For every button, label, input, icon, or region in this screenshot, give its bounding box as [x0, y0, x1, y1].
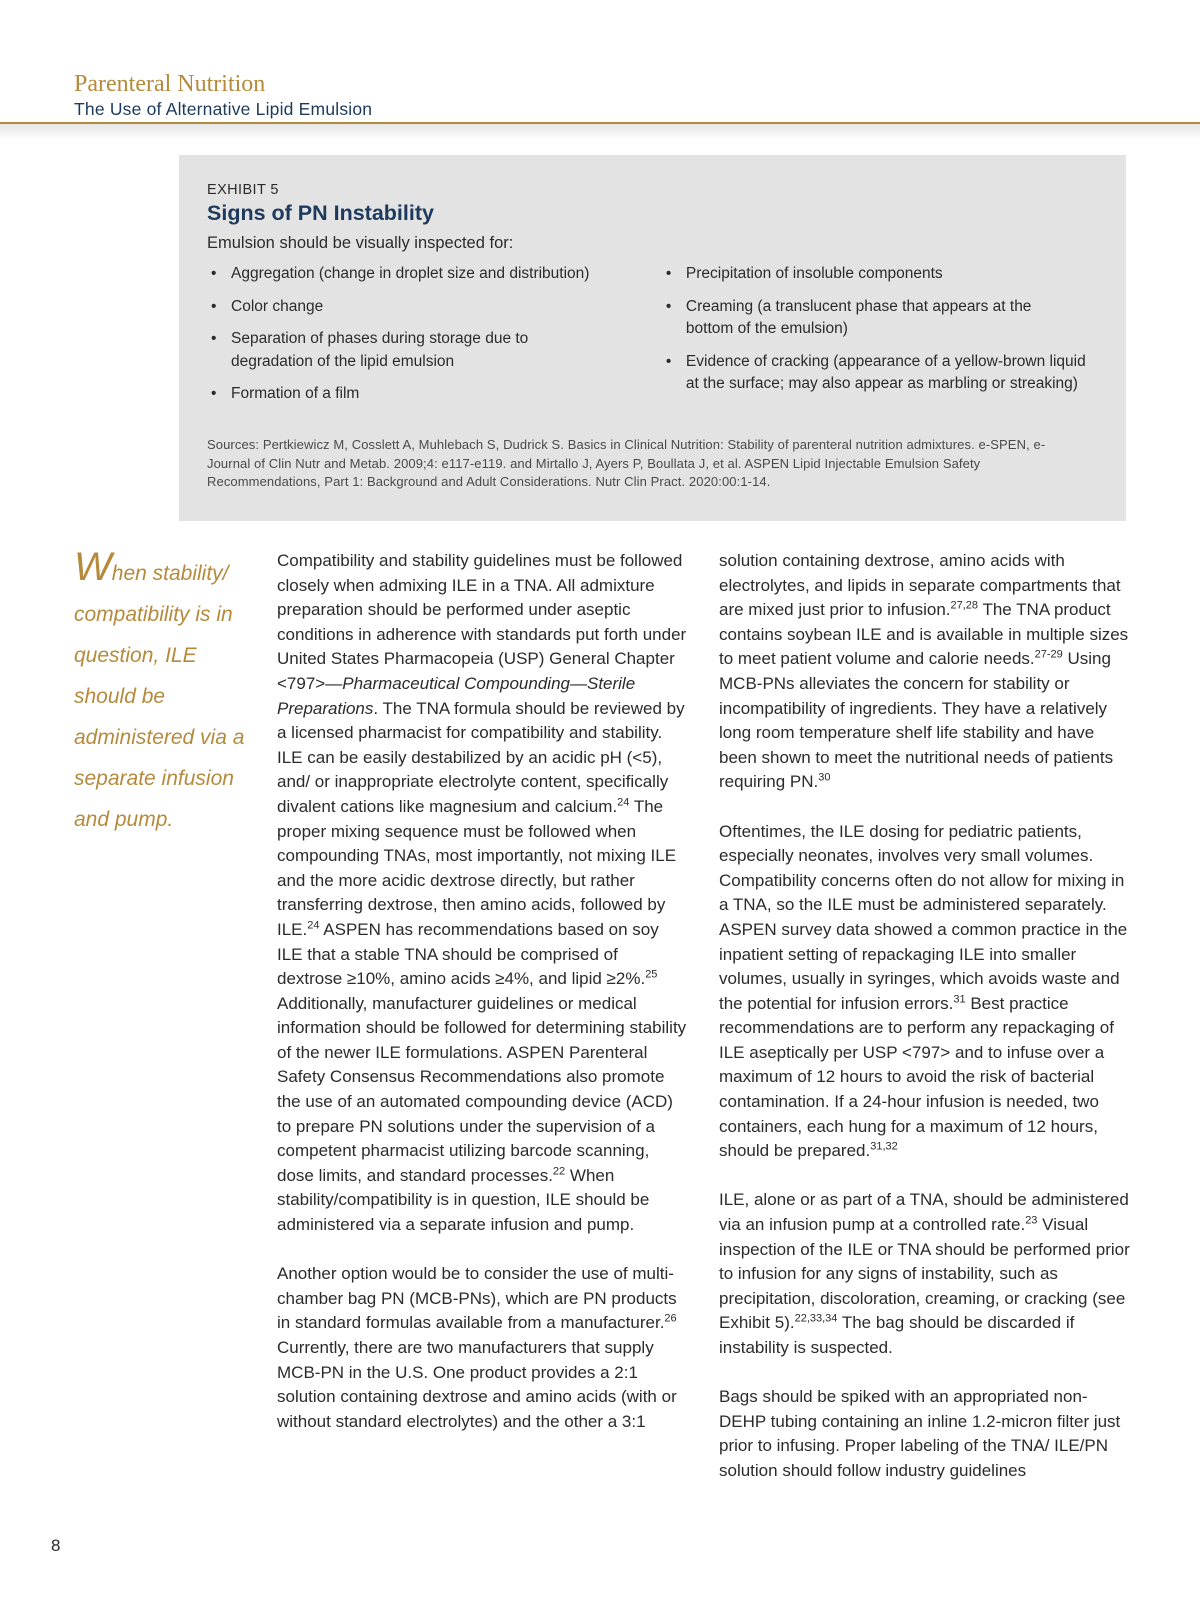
header-title: Parenteral Nutrition — [74, 71, 266, 97]
text-run: The proper mixing sequence must be followed when compounding TNAs, most importantly, not mixing ILE and the more acidic dextrose directly, but rather transferring dextrose, then amino acids, followed by ILE. — [277, 796, 677, 939]
text-run: Compatibility and stability guidelines must be followed closely when admixing ILE in a TNA. All admixture preparation should be performed under aseptic conditions in adherence with standards put forth under United States Pharmacopeia (USP) General Chapter <797>— — [277, 551, 687, 693]
text-run: . The TNA formula should be reviewed by a licensed pharmacist for compatibility and stability. ILE can be easily destabilized by an acidic pH (<5), and/ or inappropriate electrolyte content, specifically divalent cations like magnesium and calcium. — [277, 698, 685, 816]
text-run: Oftentimes, the ILE dosing for pediatric patients, especially neonates, involves very small volumes. Compatibility concerns often do not allow for mixing in a TNA, so the ILE must be administered separately. ASPEN survey data showed a common practice in the inpatient setting of repackaging ILE into smaller volumes, usually in syringes, which avoids waste and the potential for infusion errors. — [719, 821, 1128, 1013]
list-item: • Color change — [207, 296, 662, 319]
exhibit-list-left — [207, 263, 662, 416]
text-run: solution containing dextrose, amino acids with electrolytes, and lipids in separate compartments that are mixed just prior to infusion. — [719, 551, 1121, 620]
text-run: Additionally, manufacturer guidelines or medical information should be followed for determining stability of the newer ILE formulations. ASPEN Parenteral Safety Consensus Recommendations also promote the use of an automated compounding device (ACD) to prepare PN solutions under the supervision of a competent pharmacist utilizing barcode scanning, dose limits, and standard processes. — [277, 993, 687, 1185]
citation: 31,32 — [870, 1140, 898, 1153]
body-column-1 — [277, 549, 687, 1434]
citation: 22 — [552, 1165, 566, 1178]
body-column-2 — [719, 549, 1131, 1484]
list-item: • Evidence of cracking (appearance of a yellow-brown liquid at the surface; may also appear as marbling or streaking) — [662, 351, 1098, 396]
text-run: Best practice recommendations are to perform any repackaging of ILE aseptically per USP <797> and to infuse over a maximum of 12 hours to avoid the risk of bacterial contamination. If a 24-hour infusion is needed, two containers, each hung for a maximum of 12 hours, should be prepared. — [719, 993, 1114, 1161]
exhibit-columns — [207, 263, 1098, 416]
text-run: When stability/compatibility is in question, ILE should be administered via a separate infusion and pump. — [277, 1165, 650, 1235]
citation: 27-29 — [1034, 648, 1063, 661]
text-run: Visual inspection of the ILE or TNA should be performed prior to infusion for any signs of instability, such as precipitation, discoloration, creaming, or cracking (see Exhibit 5). — [719, 1215, 1130, 1333]
pull-quote-text: hen stability/ compatibility is in question, ILE should be administered via a separate infusion and pump. — [74, 562, 245, 831]
text-run-italic: Pharmaceutical Compounding—Sterile Preparations — [277, 673, 636, 718]
citation: 24 — [307, 919, 320, 932]
exhibit-label: EXHIBIT 5 — [207, 182, 279, 198]
exhibit-intro: Emulsion should be visually inspected for: — [207, 234, 514, 252]
list-item: • Separation of phases during storage due to degradation of the lipid emulsion — [207, 328, 662, 373]
pull-quote-initial: W — [74, 545, 112, 589]
pull-quote — [74, 545, 264, 840]
text-run: The TNA product contains soybean ILE and is available in multiple sizes to meet patient volume and calorie needs. — [719, 600, 1129, 669]
list-item: • Precipitation of insoluble components — [662, 263, 1098, 286]
citation: 27,28 — [950, 599, 979, 612]
citation: 30 — [818, 771, 831, 784]
exhibit-sources: Sources: Pertkiewicz M, Cosslett A, Muhlebach S, Dudrick S. Basics in Clinical Nutrition: Stability of parenteral nutrition admixtures. e-SPEN, e-Journal of Clin Nutr and Metab. 2009;4: e117-e119. and Mirtallo J, Ayers P, Boullata J, et al. ASPEN Lipid Injectable Emulsion Safety Recommendations, Part 1: Background and Adult Considerations. Nutr Clin Pract. 2020:00:1-14. — [207, 437, 1046, 489]
paragraph — [719, 1188, 1131, 1360]
text-run: Currently, there are two manufacturers that supply MCB-PN in the U.S. One product provides a 2:1 solution containing dextrose and amino acids (with or without standard electrolytes) and the other a 3:1 — [277, 1338, 677, 1431]
citation: 31 — [953, 993, 966, 1006]
exhibit-title: Signs of PN Instability — [207, 201, 434, 225]
page-number: 8 — [51, 1536, 61, 1555]
citation: 24 — [617, 796, 630, 809]
list-item: • Creaming (a translucent phase that appears at the bottom of the emulsion) — [662, 296, 1098, 341]
citation: 22,33,34 — [794, 1312, 838, 1325]
text-run: Bags should be spiked with an appropriated non-DEHP tubing containing an inline 1.2-micron filter just prior to infusing. Proper labeling of the TNA/ ILE/PN solution should follow industry guidelines — [719, 1387, 1121, 1480]
running-header — [74, 70, 372, 120]
citation: 26 — [664, 1312, 677, 1325]
exhibit-box — [179, 155, 1126, 521]
citation: 25 — [645, 968, 658, 981]
paragraph — [719, 820, 1131, 1164]
paragraph — [719, 549, 1131, 795]
paragraph — [277, 549, 687, 1238]
paragraph — [719, 1385, 1131, 1483]
text-run: The bag should be discarded if instability is suspected. — [719, 1313, 1075, 1357]
text-run: ASPEN has recommendations based on soy ILE that a stable TNA should be comprised of dextrose ≥10%, amino acids ≥4%, and lipid ≥2%. — [277, 919, 659, 989]
list-item: • Formation of a film — [207, 383, 662, 406]
list-item: • Aggregation (change in droplet size and distribution) — [207, 263, 662, 286]
header-shadow — [0, 124, 1200, 140]
exhibit-list-right — [662, 263, 1098, 416]
text-run: ILE, alone or as part of a TNA, should be administered via an infusion pump at a controlled rate. — [719, 1190, 1129, 1235]
citation: 23 — [1025, 1214, 1038, 1227]
text-run: Using MCB-PNs alleviates the concern for stability or incompatibility of ingredients. They have a relatively long room temperature shelf life stability and have been shown to meet the nutritional needs of patients requiring PN. — [719, 649, 1114, 792]
paragraph — [277, 1262, 687, 1434]
header-subtitle: The Use of Alternative Lipid Emulsion — [74, 99, 373, 119]
text-run: Another option would be to consider the use of multi-chamber bag PN (MCB-PNs), which are PN products in standard formulas available from a manufacturer. — [277, 1264, 677, 1333]
